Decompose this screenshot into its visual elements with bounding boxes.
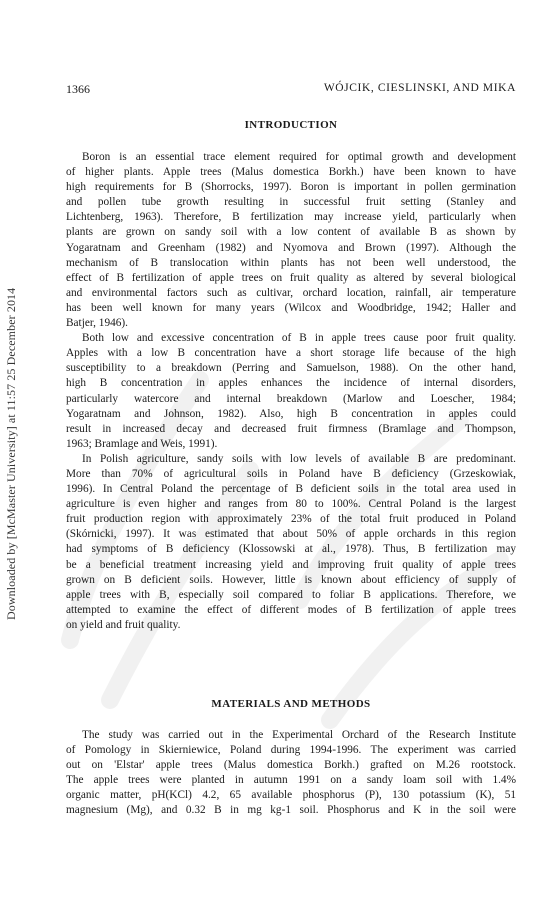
methods-text-line: organic matter, pH(KCl) 4.2, 65 available phosphorus (P), 130 potassium (K), 51 — [66, 789, 516, 802]
methods-text-line: out on 'Elstar' apple trees (Malus domestica Borkh.) grafted on M.26 rootstock. — [66, 759, 516, 772]
introduction-text-line: agriculture is even higher and ranges from 80 to 100%. Central Poland is the largest — [66, 498, 516, 511]
introduction-text-line: mechanism of B translocation within plants has not been well understood, the — [66, 256, 516, 269]
methods-heading: MATERIALS AND METHODS — [211, 698, 371, 710]
introduction-text-line: Yogaratnam and Johnson, 1982). Also, high B concentration in apples could — [66, 407, 516, 420]
introduction-text-line: (Skórnicki, 1997). It was estimated that about 50% of apple orchards in this region — [66, 528, 516, 541]
introduction-text-line: high requirements for B (Shorrocks, 1997). Boron is important in pollen germination — [66, 181, 516, 194]
introduction-text-line: has been well known for many years (Wilcox and Woodbridge, 1942; Haller and — [66, 301, 516, 314]
introduction-text-line: be a beneficial treatment increasing yield and improving fruit quality of apple trees — [66, 558, 516, 571]
methods-body — [66, 728, 516, 819]
introduction-text-line: 1963; Bramlage and Weis, 1991). — [66, 437, 218, 450]
introduction-text-line: Both low and excessive concentration of B in apple trees cause poor fruit quality. — [82, 332, 516, 345]
introduction-heading: INTRODUCTION — [244, 119, 338, 131]
introduction-text-line: More than 70% of agricultural soils in Poland have B deficiency (Grzeskowiak, — [66, 467, 516, 480]
introduction-text-line: Yogaratnam and Greenham (1982) and Nyomova and Brown (1997). Although the — [66, 241, 516, 254]
introduction-text-line: Apples with a low B concentration have a short storage life because of the high — [66, 347, 516, 360]
introduction-text-line: particularly watercore and internal breakdown (Marlow and Loescher, 1984; — [66, 392, 516, 405]
introduction-text-line: Boron is an essential trace element required for optimal growth and development — [82, 151, 516, 163]
introduction-text-line: plants are grown on sandy soil with a low content of available B as shown by — [66, 226, 516, 239]
methods-text-line: The study was carried out in the Experimental Orchard of the Research Institute — [82, 729, 516, 741]
methods-text-line: of Pomology in Skierniewice, Poland during 1994-1996. The experiment was carried — [66, 744, 516, 757]
introduction-text-line: and pollen tube growth resulting in successful fruit setting (Stanley and — [66, 196, 516, 209]
introduction-text-line: on yield and fruit quality. — [66, 618, 181, 631]
introduction-text-line: had symptoms of B deficiency (Klossowski at al., 1978). Thus, B fertilization may — [66, 543, 516, 556]
introduction-text-line: of higher plants. Apple trees (Malus domestica Borkh.) have been known to have — [66, 166, 516, 179]
introduction-text-line: Lichtenberg, 1963). Therefore, B fertilization may increase yield, particularly when — [66, 211, 516, 224]
introduction-text-line: attempted to examine the effect of different modes of B fertilization of apple trees — [66, 603, 516, 616]
introduction-text-line: Batjer, 1946). — [66, 317, 128, 330]
introduction-text-line: effect of B fertilization of apple trees on fruit quality as altered by several biological — [66, 271, 516, 284]
download-notice: Downloaded by [McMaster University] at 11:57 25 December 2014 — [4, 287, 18, 620]
introduction-text-line: 1996). In Central Poland the percentage of B deficient soils in the total area used in — [66, 483, 516, 496]
introduction-text-line: result in increased decay and decreased fruit firmness (Bramlage and Thompson, — [66, 422, 516, 435]
methods-text-line: magnesium (Mg), and 0.32 B in mg kg-1 soil. Phosphorus and K in the soil were — [66, 804, 516, 817]
introduction-text-line: fruit production region with approximately 23% of the total fruit produced in Poland — [66, 513, 516, 526]
methods-text-line: The apple trees were planted in autumn 1991 on a sandy loam soil with 1.4% — [66, 774, 516, 787]
introduction-text-line: susceptibility to a breakdown (Perring and Samuelson, 1988). On the other hand, — [66, 362, 516, 375]
introduction-text-line: grown on B deficient soils. However, little is known about efficiency of supply of — [66, 573, 516, 586]
introduction-text-line: and environmental factors such as cultivar, orchard location, rainfall, air temperature — [66, 286, 516, 299]
page-number: 1366 — [66, 82, 90, 96]
introduction-text-line: high B concentration in apples enhances the incidence of internal disorders, — [66, 377, 516, 390]
running-authors: WÓJCIK, CIESLINSKI, AND MIKA — [323, 82, 516, 94]
introduction-text-line: In Polish agriculture, sandy soils with low levels of available B are predominant. — [82, 452, 516, 465]
introduction-body — [66, 150, 516, 633]
introduction-text-line: apple trees with B, especially soil compared to foliar B applications. Therefore, we — [66, 588, 516, 601]
